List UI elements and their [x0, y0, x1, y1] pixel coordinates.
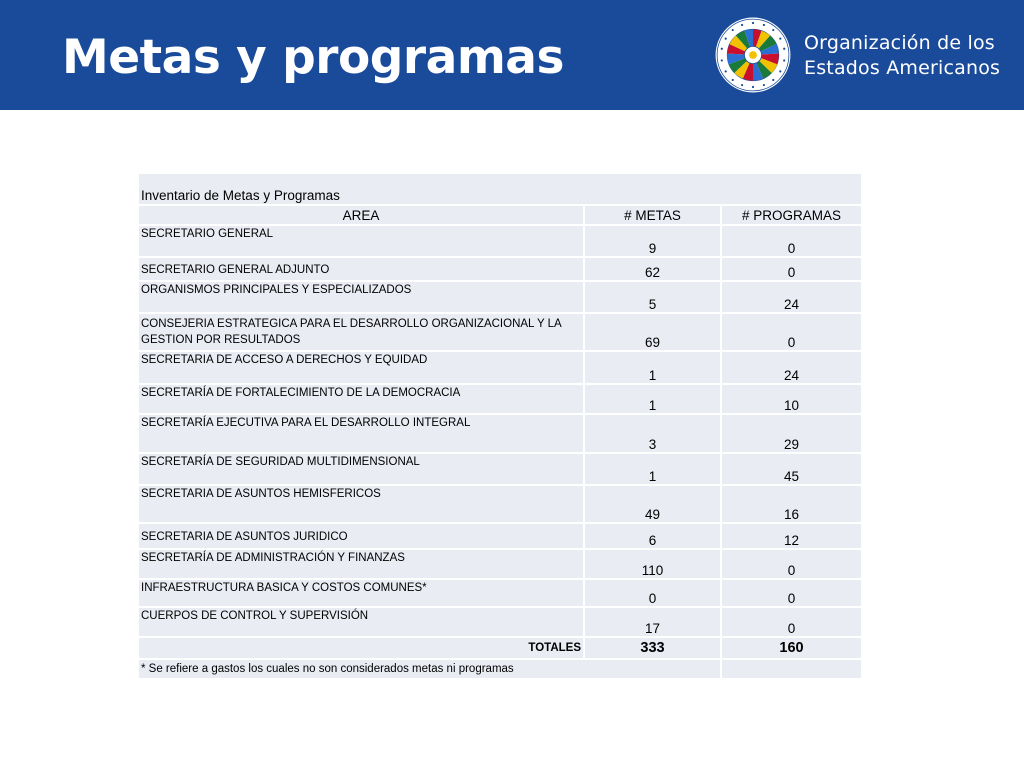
- row-metas: 1: [584, 384, 721, 414]
- row-programas: 0: [721, 579, 862, 607]
- row-metas: 5: [584, 281, 721, 313]
- row-area: CONSEJERIA ESTRATEGICA PARA EL DESARROLLO ORGANIZACIONAL Y LA GESTION POR RESULTADOS: [138, 313, 584, 351]
- header-metas: # METAS: [584, 205, 721, 225]
- table-footnote: * Se refiere a gastos los cuales no son considerados metas ni programas: [138, 659, 721, 679]
- table-row: [138, 313, 862, 351]
- row-metas: 69: [584, 313, 721, 351]
- table-row: [138, 225, 862, 257]
- row-area: SECRETARÍA DE SEGURIDAD MULTIDIMENSIONAL: [138, 453, 584, 485]
- row-programas: 0: [721, 607, 862, 637]
- row-metas: 6: [584, 523, 721, 549]
- row-area: SECRETARIA DE ASUNTOS HEMISFERICOS: [138, 485, 584, 523]
- totals-label: TOTALES: [138, 637, 584, 659]
- row-programas: 16: [721, 485, 862, 523]
- row-area: SECRETARIA DE ACCESO A DERECHOS Y EQUIDAD: [138, 351, 584, 384]
- table-caption: Inventario de Metas y Programas: [138, 173, 862, 205]
- table-row: [138, 453, 862, 485]
- slide-header: [0, 0, 1024, 110]
- totals-programas: 160: [721, 637, 862, 659]
- table-row: [138, 579, 862, 607]
- row-area: CUERPOS DE CONTROL Y SUPERVISIÓN: [138, 607, 584, 637]
- row-programas: 0: [721, 225, 862, 257]
- row-programas: 24: [721, 281, 862, 313]
- row-area: SECRETARÍA EJECUTIVA PARA EL DESARROLLO INTEGRAL: [138, 414, 584, 453]
- table-row: [138, 607, 862, 637]
- row-programas: 12: [721, 523, 862, 549]
- row-programas: 10: [721, 384, 862, 414]
- row-metas: 1: [584, 453, 721, 485]
- row-area: SECRETARÍA DE ADMINISTRACIÓN Y FINANZAS: [138, 549, 584, 579]
- row-metas: 62: [584, 257, 721, 281]
- table-row: [138, 257, 862, 281]
- footnote-empty-cell: [721, 659, 862, 679]
- row-programas: 29: [721, 414, 862, 453]
- row-programas: 45: [721, 453, 862, 485]
- row-area: SECRETARIA DE ASUNTOS JURIDICO: [138, 523, 584, 549]
- inventory-table: [137, 172, 863, 680]
- table-row: [138, 523, 862, 549]
- row-programas: 0: [721, 549, 862, 579]
- totals-row: [138, 637, 862, 659]
- row-area: SECRETARIO GENERAL ADJUNTO: [138, 257, 584, 281]
- row-metas: 1: [584, 351, 721, 384]
- row-programas: 24: [721, 351, 862, 384]
- row-area: INFRAESTRUCTURA BASICA Y COSTOS COMUNES*: [138, 579, 584, 607]
- organization-name: [804, 31, 1000, 81]
- row-metas: 110: [584, 549, 721, 579]
- row-metas: 3: [584, 414, 721, 453]
- footnote-row: [138, 659, 862, 679]
- table-row: [138, 281, 862, 313]
- table-row: [138, 384, 862, 414]
- row-metas: 0: [584, 579, 721, 607]
- organization-name-line1: Organización de los: [804, 32, 995, 54]
- row-area: SECRETARÍA DE FORTALECIMIENTO DE LA DEMOCRACIA: [138, 384, 584, 414]
- row-metas: 49: [584, 485, 721, 523]
- header-area: AREA: [138, 205, 584, 225]
- row-area: SECRETARIO GENERAL: [138, 225, 584, 257]
- row-programas: 0: [721, 313, 862, 351]
- row-programas: 0: [721, 257, 862, 281]
- table-caption-row: [138, 173, 862, 205]
- row-area: ORGANISMOS PRINCIPALES Y ESPECIALIZADOS: [138, 281, 584, 313]
- header-programas: # PROGRAMAS: [721, 205, 862, 225]
- table-header-row: [138, 205, 862, 225]
- row-metas: 17: [584, 607, 721, 637]
- slide-title: Metas y programas: [62, 30, 564, 85]
- table-row: [138, 351, 862, 384]
- organization-name-line2: Estados Americanos: [804, 57, 1001, 79]
- table-row: [138, 485, 862, 523]
- row-metas: 9: [584, 225, 721, 257]
- table-row: [138, 414, 862, 453]
- totals-metas: 333: [584, 637, 721, 659]
- table-row: [138, 549, 862, 579]
- oas-seal-logo: [714, 16, 792, 94]
